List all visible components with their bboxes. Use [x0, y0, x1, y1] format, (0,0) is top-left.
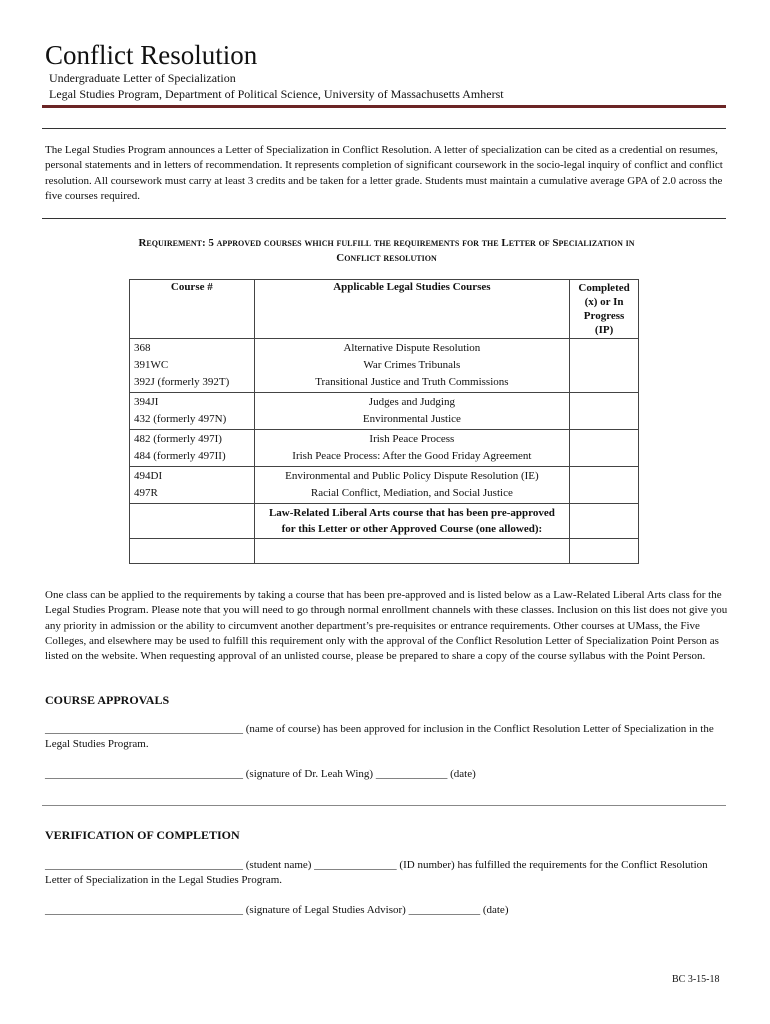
subtitle-letter: Undergraduate Letter of Specialization [49, 71, 236, 85]
course-title: War Crimes Tribunals [363, 359, 461, 371]
course-title: Environmental Justice [362, 413, 461, 425]
liberal-arts-paragraph: One class can be applied to the requirements by taking a course that has been pre-approved and is listed below as a Law-Related Liberal Arts class for the Legal Studies Program. Please note that you will need to go through normal enrollment channels with these classes. Inclusion on this list does not give you any priority in admission or the ability to circumvent another department’s pre-requisites or entrance requirements. Other courses at UMass, the Five Colleges, and elsewhere may be used to fulfill this requirement only with the approval of the Conflict Resolution Letter of Specialization Point Person as listed on the website. When requesting approval of an unlisted course, please be prepared to share a copy of the course syllabus with the Point Person. [45, 589, 728, 663]
course-numbers-cell [130, 393, 255, 430]
divider [42, 128, 726, 129]
table-header-row [130, 280, 639, 339]
elective-course-cell[interactable] [130, 539, 255, 564]
completed-cell[interactable] [570, 539, 639, 564]
course-titles-cell [254, 467, 570, 504]
verification-signature-line[interactable]: ____________________________________ (signature of Legal Studies Advisor) _____________ (date) [45, 904, 509, 916]
table-row [130, 539, 639, 564]
approval-signature-line[interactable]: ____________________________________ (signature of Dr. Leah Wing) _____________ (date) [45, 768, 476, 780]
verification-student-line[interactable]: ____________________________________ (student name) _______________ (ID number) has fulfilled the requirements for the Conflict Resolution Letter of Specialization in the Legal Studies Program. [45, 859, 708, 886]
completed-cell[interactable] [570, 430, 639, 467]
course-number: 497R [134, 487, 158, 499]
course-number: 391WC [134, 359, 169, 371]
course-title: Judges and Judging [368, 396, 455, 408]
approval-course-line[interactable]: ____________________________________ (name of course) has been approved for inclusion in the Conflict Resolution Letter of Specialization in the Legal Studies Program. [45, 723, 714, 750]
intro-paragraph: The Legal Studies Program announces a Letter of Specialization in Conflict Resolution. A letter of specialization can be cited as a credential on resumes, personal statements and in letters of recommendation. It represents completion of significant coursework in the socio-legal inquiry of conflict and conflict resolution. All coursework must carry at least 3 credits and be taken for a letter grade. Students must maintain a cumulative average GPA of 2.0 across the five courses required. [45, 144, 723, 202]
header-divider [42, 105, 726, 108]
completed-cell[interactable] [570, 393, 639, 430]
elective-title-cell[interactable] [254, 539, 570, 564]
header-completed: Completed (x) or In Progress (IP) [570, 280, 639, 339]
empty-cell [130, 504, 255, 539]
table-row [130, 430, 639, 467]
course-numbers-cell [130, 430, 255, 467]
course-title: Environmental and Public Policy Dispute Resolution (IE) [285, 470, 539, 482]
table-row [130, 504, 639, 539]
page-title: Conflict Resolution [45, 40, 258, 70]
table-row [130, 339, 639, 393]
course-title: Irish Peace Process [369, 433, 455, 445]
course-number: 368 [134, 342, 151, 354]
law-related-note: Law-Related Liberal Arts course that has been pre-approved for this Letter or other Approved Course (one allowed): [254, 504, 570, 539]
course-titles-cell [254, 339, 570, 393]
course-title: Alternative Dispute Resolution [343, 342, 481, 354]
header-course: Course # [130, 280, 255, 339]
requirement-line1: Requirement: 5 approved courses which fulfill the requirements for the Letter of Specialization in [138, 237, 635, 249]
subtitle-program: Legal Studies Program, Department of Political Science, University of Massachusetts Amherst [49, 87, 504, 101]
course-numbers-cell [130, 467, 255, 504]
divider [42, 805, 726, 806]
requirement-line2: Conflict resolution [336, 252, 437, 264]
course-title: Irish Peace Process: After the Good Friday Agreement [292, 450, 532, 462]
course-number: 484 (formerly 497II) [134, 450, 226, 462]
course-title: Racial Conflict, Mediation, and Social Justice [310, 487, 513, 499]
completed-cell[interactable] [570, 467, 639, 504]
courses-table [129, 279, 639, 564]
course-number: 394JI [134, 396, 159, 408]
course-approvals-heading: COURSE APPROVALS [45, 693, 170, 707]
course-number: 494DI [134, 470, 163, 482]
course-titles-cell [254, 430, 570, 467]
course-numbers-cell [130, 339, 255, 393]
header-applicable: Applicable Legal Studies Courses [254, 280, 570, 339]
course-titles-cell [254, 393, 570, 430]
completed-cell[interactable] [570, 504, 639, 539]
course-title: Transitional Justice and Truth Commissions [315, 376, 509, 388]
completed-cell[interactable] [570, 339, 639, 393]
divider [42, 218, 726, 219]
table-row [130, 393, 639, 430]
requirement-heading [45, 236, 728, 266]
course-number: 392J (formerly 392T) [134, 376, 230, 388]
revision-code: BC 3-15-18 [672, 974, 720, 985]
course-number: 432 (formerly 497N) [134, 413, 227, 425]
course-number: 482 (formerly 497I) [134, 433, 222, 445]
table-row [130, 467, 639, 504]
verification-heading: VERIFICATION OF COMPLETION [45, 828, 240, 842]
